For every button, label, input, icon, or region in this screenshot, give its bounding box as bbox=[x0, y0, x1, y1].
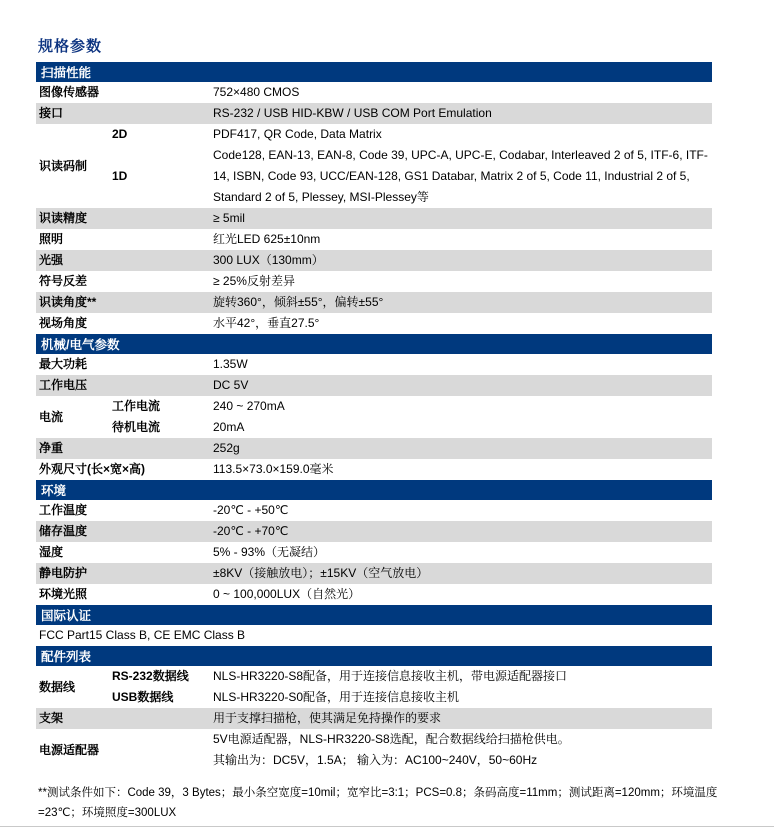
row-value: 252g bbox=[213, 441, 240, 455]
row-label: 电源适配器 bbox=[39, 742, 100, 757]
row-label: 环境光照 bbox=[39, 587, 88, 601]
row-label: 照明 bbox=[39, 232, 64, 246]
row-label: 识读码制 bbox=[39, 158, 88, 173]
section-header-scan bbox=[36, 62, 712, 82]
table-row-cable bbox=[36, 666, 712, 708]
subrow-label: 工作电流 bbox=[112, 399, 161, 413]
table-row-ambient-light bbox=[36, 584, 712, 605]
row-value: RS-232 / USB HID-KBW / USB COM Port Emulation bbox=[213, 106, 492, 120]
row-value: 113.5×73.0×159.0毫米 bbox=[213, 462, 334, 476]
subrow-label: 2D bbox=[112, 127, 128, 141]
subrow-value: 20mA bbox=[213, 420, 245, 434]
table-row-storage-temp bbox=[36, 521, 712, 542]
subrow-label: USB数据线 bbox=[112, 690, 174, 704]
row-value: -20℃ - +50℃ bbox=[213, 503, 289, 517]
row-value: FCC Part15 Class B, CE EMC Class B bbox=[39, 628, 246, 642]
table-row-sensor bbox=[36, 82, 712, 103]
row-label: 接口 bbox=[39, 106, 64, 120]
adapter-line-1: 5V电源适配器，NLS-HR3220-S8选配，配合数据线给扫描枪供电。 bbox=[213, 732, 570, 746]
row-value: 用于支撑扫描枪，使其满足免持操作的要求 bbox=[213, 711, 442, 725]
row-value: -20℃ - +70℃ bbox=[213, 524, 289, 538]
row-label: 最大功耗 bbox=[39, 357, 88, 371]
table-row-op-temp bbox=[36, 500, 712, 521]
subrow-2d bbox=[112, 124, 712, 145]
row-value: ±8KV（接触放电）；±15KV（空气放电） bbox=[213, 566, 429, 580]
subrow-working-current bbox=[112, 396, 712, 417]
subrow-label: 1D bbox=[112, 169, 128, 183]
row-label: 湿度 bbox=[39, 545, 64, 559]
adapter-line-2: 其输出为：DC5V，1.5A； 输入为：AC100~240V，50~60Hz bbox=[213, 753, 538, 767]
table-row-interface bbox=[36, 103, 712, 124]
row-label: 图像传感器 bbox=[39, 85, 100, 99]
subrow-label: RS-232数据线 bbox=[112, 669, 189, 683]
row-label: 数据线 bbox=[39, 679, 76, 694]
subrow-value: PDF417, QR Code, Data Matrix bbox=[213, 127, 382, 141]
row-value: 752×480 CMOS bbox=[213, 85, 300, 99]
row-value: 1.35W bbox=[213, 357, 248, 371]
spec-table bbox=[36, 62, 712, 771]
row-value: 红光LED 625±10nm bbox=[213, 232, 321, 246]
table-row-stand bbox=[36, 708, 712, 729]
table-row-angle bbox=[36, 292, 712, 313]
subrow-label: 待机电流 bbox=[112, 420, 161, 434]
section-header-label: 环境 bbox=[41, 484, 67, 498]
subrow-1d bbox=[112, 145, 712, 208]
row-value: 0 ~ 100,000LUX（自然光） bbox=[213, 587, 361, 601]
table-row-intensity bbox=[36, 250, 712, 271]
row-label: 识读精度 bbox=[39, 211, 88, 225]
adapter-value-lines bbox=[213, 729, 712, 771]
row-label: 识读角度** bbox=[39, 295, 97, 309]
table-row-symbology bbox=[36, 124, 712, 208]
current-subrows bbox=[112, 396, 712, 438]
table-row-adapter bbox=[36, 729, 712, 771]
section-header-label: 国际认证 bbox=[41, 609, 92, 623]
subrow-rs232-cable bbox=[112, 666, 712, 687]
row-value: 5% - 93%（无凝结） bbox=[213, 545, 326, 559]
row-label: 储存温度 bbox=[39, 524, 88, 538]
section-header-cert bbox=[36, 605, 712, 625]
section-header-accessories bbox=[36, 646, 712, 666]
table-row-contrast bbox=[36, 271, 712, 292]
row-value: 旋转360°，倾斜±55°，偏转±55° bbox=[213, 295, 384, 309]
row-label: 工作温度 bbox=[39, 503, 88, 517]
page-title: 规格参数 bbox=[38, 38, 103, 55]
symbology-subrows bbox=[112, 124, 712, 208]
row-value: 300 LUX（130mm） bbox=[213, 253, 324, 267]
table-row-illumination bbox=[36, 229, 712, 250]
row-label: 支架 bbox=[39, 711, 64, 725]
subrow-usb-cable bbox=[112, 687, 712, 708]
row-value: 水平42°，垂直27.5° bbox=[213, 316, 320, 330]
table-row-esd bbox=[36, 563, 712, 584]
row-label: 工作电压 bbox=[39, 378, 88, 392]
table-row-current bbox=[36, 396, 712, 438]
section-header-label: 扫描性能 bbox=[41, 66, 92, 80]
test-conditions-footnote: **测试条件如下：Code 39，3 Bytes；最小条空宽度=10mil；宽窄比=3:1；PCS=0.8；条码高度=11mm；测试距离=120mm；环境温度=23℃；环境照度=300LUX bbox=[38, 787, 718, 819]
table-row-fov bbox=[36, 313, 712, 334]
row-label: 视场角度 bbox=[39, 316, 88, 330]
page-bottom-rule bbox=[0, 826, 774, 827]
row-value: DC 5V bbox=[213, 378, 249, 392]
section-header-label: 配件列表 bbox=[41, 650, 92, 664]
row-value: ≥ 25%反射差异 bbox=[213, 274, 295, 288]
row-label: 静电防护 bbox=[39, 566, 88, 580]
row-value: ≥ 5mil bbox=[213, 211, 245, 225]
cable-subrows bbox=[112, 666, 712, 708]
subrow-standby-current bbox=[112, 417, 712, 438]
row-label: 电流 bbox=[39, 409, 64, 424]
subrow-value: NLS-HR3220-S8配备，用于连接信息接收主机，带电源适配器接口 bbox=[213, 669, 568, 683]
subrow-value: NLS-HR3220-S0配备，用于连接信息接收主机 bbox=[213, 690, 460, 704]
row-label: 光强 bbox=[39, 253, 64, 267]
row-label: 净重 bbox=[39, 441, 64, 455]
section-header-label: 机械/电气参数 bbox=[41, 338, 120, 352]
subrow-value: 240 ~ 270mA bbox=[213, 399, 285, 413]
row-label: 外观尺寸(长×宽×高) bbox=[39, 462, 146, 476]
table-row-cert bbox=[36, 625, 712, 646]
section-header-env bbox=[36, 480, 712, 500]
row-label: 符号反差 bbox=[39, 274, 88, 288]
subrow-value: Code128, EAN-13, EAN-8, Code 39, UPC-A, UPC-E, Codabar, Interleaved 2 of 5, ITF-6, ITF-14, ISBN, Code 93, UCC/EAN-128, GS1 Databar, Matrix 2 of 5, Code 11, Industrial 2 of 5, Standard 2 of 5, Plessey, MSI-Plessey等 bbox=[213, 148, 708, 204]
table-row-dimensions bbox=[36, 459, 712, 480]
section-header-mech bbox=[36, 334, 712, 354]
table-row-precision bbox=[36, 208, 712, 229]
table-row-humidity bbox=[36, 542, 712, 563]
table-row-weight bbox=[36, 438, 712, 459]
table-row-voltage bbox=[36, 375, 712, 396]
table-row-power bbox=[36, 354, 712, 375]
